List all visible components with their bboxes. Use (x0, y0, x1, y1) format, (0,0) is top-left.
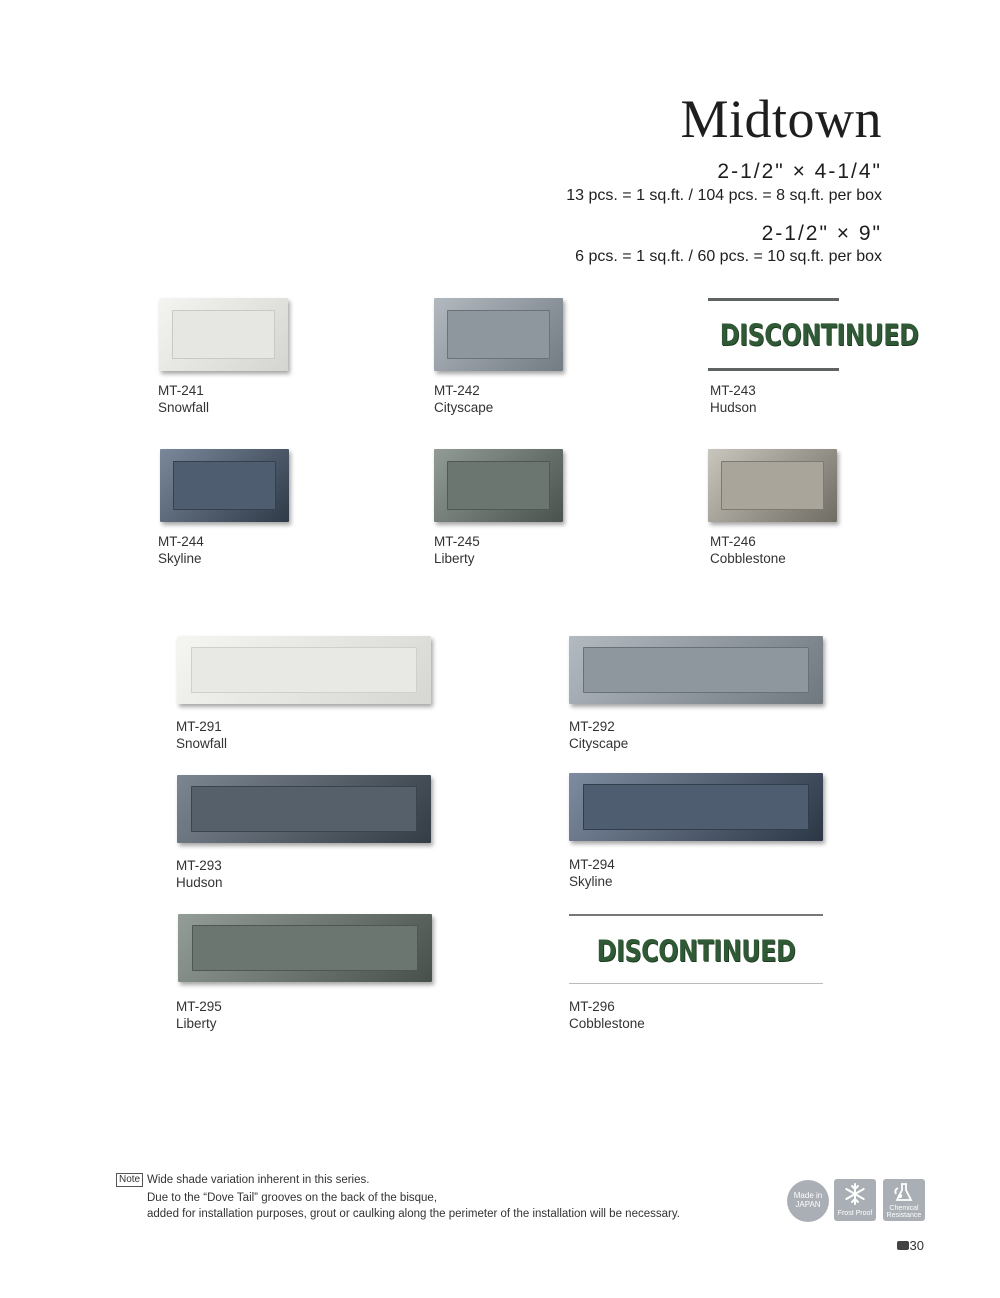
tile-label-mt244 (158, 534, 204, 567)
page-number (897, 1238, 924, 1253)
discontinued-banner-mt243 (708, 298, 919, 373)
tile-code: MT-246 (710, 534, 756, 549)
tile-label-mt291 (176, 719, 227, 752)
tile-code: MT-293 (176, 858, 222, 873)
tile-name: Liberty (176, 1015, 217, 1031)
tile-name: Snowfall (158, 399, 210, 415)
tile-code: MT-296 (569, 999, 615, 1014)
note-tag: Note (116, 1173, 143, 1187)
discontinued-text: DISCONTINUED (719, 318, 919, 352)
banner-rule-top (708, 298, 839, 301)
tile-swatch-skyline-long (569, 773, 823, 841)
banner-rule-bottom (569, 983, 823, 984)
tile-label-mt246 (710, 534, 786, 567)
tile-label-mt292 (569, 719, 628, 752)
chemical-resistance-badge (883, 1179, 925, 1221)
spec-long: 6 pcs. = 1 sq.ft. / 60 pcs. = 10 sq.ft. per box (575, 248, 882, 265)
banner-rule-bottom (708, 368, 839, 371)
frost-proof-badge (834, 1179, 876, 1221)
tile-label-mt243 (710, 383, 757, 416)
tile-code: MT-294 (569, 857, 615, 872)
tile-label-mt293 (176, 858, 223, 891)
tile-swatch-liberty-long (178, 914, 432, 982)
tile-label-mt296 (569, 999, 645, 1032)
tile-name: Skyline (158, 550, 202, 566)
tile-name: Hudson (710, 399, 757, 415)
tile-swatch-cityscape-long (569, 636, 823, 704)
size-heading-long: 2-1/2" × 9" (761, 222, 882, 245)
tile-swatch-skyline (160, 449, 289, 522)
tile-label-mt294 (569, 857, 615, 890)
tile-code: MT-291 (176, 719, 222, 734)
made-in-japan-badge (787, 1180, 829, 1222)
tile-name: Cobblestone (569, 1015, 645, 1031)
badge-japan-text: Made in JAPAN (793, 1191, 823, 1209)
tile-code: MT-292 (569, 719, 615, 734)
tile-label-mt241 (158, 383, 209, 416)
flask-icon (892, 1182, 916, 1204)
page-tab-icon (897, 1241, 909, 1250)
tile-label-mt242 (434, 383, 493, 416)
tile-swatch-snowfall-long (177, 636, 431, 704)
tile-name: Skyline (569, 873, 613, 889)
tile-name: Liberty (434, 550, 475, 566)
badge-chem-text: Chemical Resistance (886, 1205, 922, 1219)
tile-code: MT-242 (434, 383, 480, 398)
tile-code: MT-245 (434, 534, 480, 549)
tile-label-mt295 (176, 999, 222, 1032)
tile-code: MT-241 (158, 383, 204, 398)
spec-small: 13 pcs. = 1 sq.ft. / 104 pcs. = 8 sq.ft. per box (566, 187, 882, 204)
snowflake-icon (843, 1182, 867, 1206)
size-heading-small: 2-1/2" × 4-1/4" (717, 160, 882, 183)
banner-rule-top (569, 914, 823, 916)
tile-code: MT-243 (710, 383, 756, 398)
note-line-3: added for installation purposes, grout or caulking along the perimeter of the installation will be necessary. (147, 1208, 680, 1220)
tile-name: Cityscape (434, 399, 494, 415)
page-title: Midtown (680, 89, 882, 149)
tile-code: MT-295 (176, 999, 222, 1014)
tile-swatch-hudson-long (177, 775, 431, 843)
badge-frost-text: Frost Proof (837, 1210, 873, 1217)
tile-swatch-cobblestone (708, 449, 837, 522)
discontinued-banner-mt296 (569, 914, 823, 986)
page-number-text: 30 (909, 1238, 924, 1253)
note-line-2: Due to the “Dove Tail” grooves on the back of the bisque, (147, 1192, 438, 1204)
tile-swatch-snowfall (159, 298, 288, 371)
tile-name: Cityscape (569, 735, 629, 751)
tile-name: Snowfall (176, 735, 228, 751)
tile-swatch-cityscape (434, 298, 563, 371)
tile-name: Hudson (176, 874, 223, 890)
tile-code: MT-244 (158, 534, 204, 549)
discontinued-text: DISCONTINUED (596, 934, 796, 968)
tile-name: Cobblestone (710, 550, 786, 566)
tile-swatch-liberty (434, 449, 563, 522)
tile-label-mt245 (434, 534, 480, 567)
note-line-1: Wide shade variation inherent in this series. (147, 1174, 370, 1186)
